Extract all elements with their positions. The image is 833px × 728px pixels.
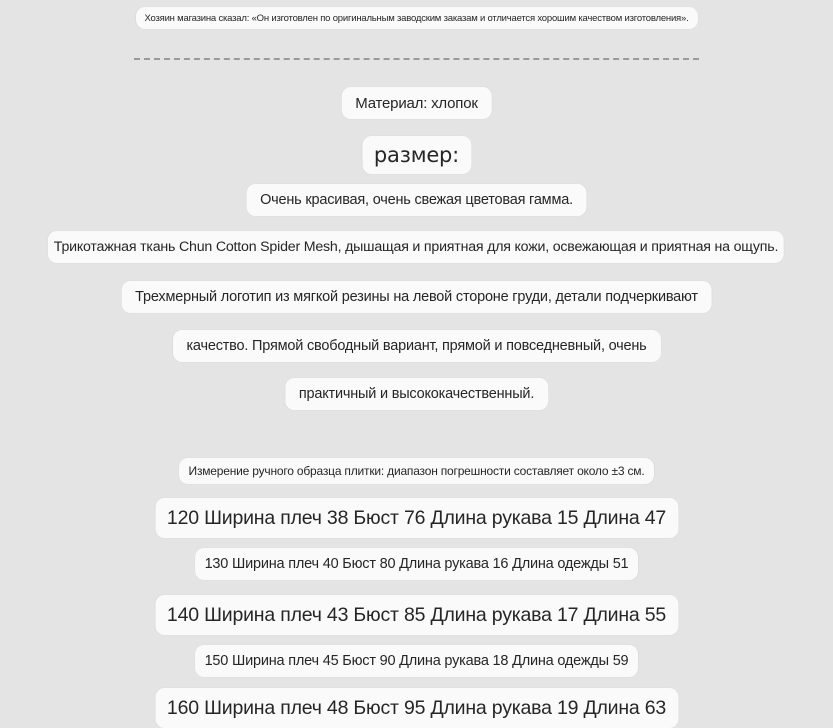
owner-quote-text: Хозяин магазина сказал: «Он изготовлен по оригинальным заводским заказам и отличается хорошим качеством изготовления». bbox=[135, 7, 697, 29]
logo-description-line-1: Трехмерный логотип из мягкой резины на левой стороне груди, детали подчеркивают bbox=[121, 281, 712, 313]
fabric-description: Трикотажная ткань Chun Cotton Spider Mesh, дышащая и приятная для кожи, освежающая и приятная на ощупь. bbox=[48, 231, 784, 263]
dashed-divider bbox=[134, 58, 699, 60]
logo-description-line-2: качество. Прямой свободный вариант, прямой и повседневный, очень bbox=[172, 330, 660, 362]
size-row-160: 160 Ширина плеч 48 Бюст 95 Длина рукава 19 Длина 63 bbox=[155, 688, 678, 728]
size-row-150: 150 Ширина плеч 45 Бюст 90 Длина рукава 18 Длина одежды 59 bbox=[195, 645, 639, 677]
size-row-130: 130 Ширина плеч 40 Бюст 80 Длина рукава 16 Длина одежды 51 bbox=[195, 548, 639, 580]
size-heading: размер: bbox=[362, 136, 471, 174]
logo-description-line-3: практичный и высококачественный. bbox=[285, 378, 548, 410]
size-row-140: 140 Ширина плеч 43 Бюст 85 Длина рукава 17 Длина 55 bbox=[155, 595, 678, 635]
colors-description: Очень красивая, очень свежая цветовая гамма. bbox=[246, 184, 587, 216]
measurement-note: Измерение ручного образца плитки: диапазон погрешности составляет около ±3 см. bbox=[179, 458, 655, 484]
size-row-120: 120 Ширина плеч 38 Бюст 76 Длина рукава 15 Длина 47 bbox=[155, 498, 678, 538]
material-text: Материал: хлопок bbox=[341, 87, 491, 119]
